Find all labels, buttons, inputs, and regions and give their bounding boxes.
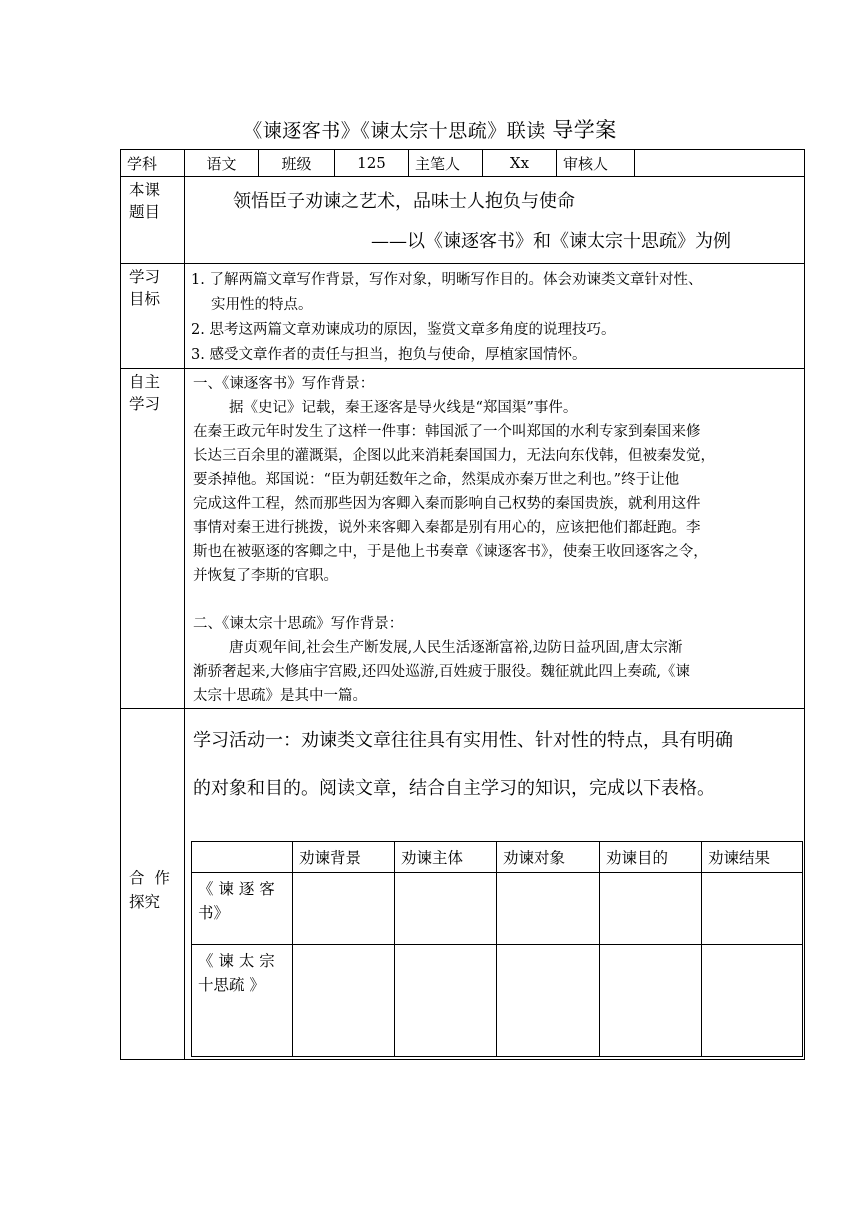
answer-cell[interactable] [702,945,803,1057]
sec1-line: 要杀掉他。郑国说：“臣为朝廷数年之命，然渠成亦秦万世之利也。”终于让他 [193,472,680,488]
answer-cell[interactable] [600,945,702,1057]
sec1-line: 在秦王政元年时发生了这样一件事：韩国派了一个叫郑国的水利专家到秦国来修 [193,424,701,440]
header-cell-empty [192,842,293,873]
sec1-line: 并恢复了李斯的官职。 [193,568,338,584]
self-study-content [185,369,805,709]
page-title [0,114,860,144]
reviewer-label: 审核人 [557,150,635,177]
sec2-line: 太宗十思疏》是其中一篇。 [193,688,367,704]
topic-line-2: ——以《谏逐客书》和《谏太宗十思疏》为例 [371,231,731,252]
title-main: 《谏逐客书》《谏太宗十思疏》联读 [243,120,546,142]
goal-2: 2. 思考这两篇文章劝谏成功的原因，鉴赏文章多角度的说理技巧。 [191,322,616,338]
class-label: 班级 [259,150,335,177]
sec1-line: 完成这件工程，然而那些因为客卿入秦而影响自己权势的秦国贵族，就利用这件 [193,496,701,512]
coop-row [121,709,805,1060]
header-cell: 劝谏结果 [702,842,803,873]
row-2-label-a: 《 谏 太 宗 [198,952,275,970]
sec1-title: 一、《谏逐客书》写作背景： [193,376,375,392]
topic-row [121,177,805,264]
subject-value: 语文 [185,150,259,177]
row-1-label-a: 《 谏 逐 客 [198,880,275,898]
answer-cell[interactable] [293,945,395,1057]
class-value: 125 [335,150,409,177]
topic-label-cell [121,177,185,264]
goal-1-cont: 实用性的特点。 [211,297,313,313]
sec2-title: 二、《谏太宗十思疏》写作背景： [193,616,404,632]
goals-label-cell [121,264,185,369]
coop-label-cell [121,709,185,1060]
self-study-row [121,369,805,709]
goals-row [121,264,805,369]
row-label-cell [192,873,293,945]
activity-line-2: 的对象和目的。阅读文章，结合自主学习的知识，完成以下表格。 [193,778,715,799]
sec1-line: 事情对秦王进行挑拨，说外来客卿入秦都是别有用心的，应该把他们都赶跑。李 [193,520,701,536]
activity-table-header [192,842,803,873]
row-2-label-b: 十思疏 》 [198,976,265,994]
topic-content [185,177,805,264]
sec2-line: 渐骄奢起来,大修庙宇宫殿,还四处巡游,百姓疲于服役。魏征就此四上奏疏,《谏 [193,664,690,680]
answer-cell[interactable] [497,873,600,945]
sec1-line: 斯也在被驱逐的客卿之中，于是他上书奏章《谏逐客书》，使秦王收回逐客之令， [193,544,708,560]
coop-content [185,709,805,1060]
reviewer-value [635,150,805,177]
header-row [121,150,805,177]
header-cell: 劝谏对象 [497,842,600,873]
answer-cell[interactable] [395,945,497,1057]
self-study-label-cell [121,369,185,709]
activity-table [191,841,803,1057]
author-value: Xx [483,150,557,177]
row-label-cell [192,945,293,1057]
coop-label-1: 合 作 [129,869,170,887]
activity-row-1 [192,873,803,945]
header-cell: 劝谏主体 [395,842,497,873]
answer-cell[interactable] [702,873,803,945]
sec1-line: 长达三百余里的灌溉渠，企图以此来消耗秦国国力，无法向东伐韩，但被秦发觉， [193,448,715,464]
activity-line-1: 学习活动一：劝谏类文章往往具有实用性、针对性的特点，具有明确 [193,730,733,751]
guide-table [120,149,805,1060]
activity-row-2 [192,945,803,1057]
answer-cell[interactable] [497,945,600,1057]
topic-line-1: 领悟臣子劝谏之艺术，品味士人抱负与使命 [233,191,575,212]
row-1-label-b: 书》 [198,904,230,922]
author-label: 主笔人 [409,150,483,177]
activity-text [185,709,804,813]
sec2-line: 唐贞观年间,社会生产断发展,人民生活逐渐富裕,边防日益巩固,唐太宗渐 [229,640,683,656]
answer-cell[interactable] [395,873,497,945]
sec1-lead: 据《史记》记载，秦王逐客是导火线是“郑国渠”事件。 [229,400,578,416]
title-suffix: 导学案 [552,118,617,142]
topic-label: 本课题目 [129,181,161,221]
goal-1: 1. 了解两篇文章写作背景，写作对象，明晰写作目的。体会劝谏类文章针对性、 [191,272,703,288]
answer-cell[interactable] [600,873,702,945]
header-cell: 劝谏背景 [293,842,395,873]
answer-cell[interactable] [293,873,395,945]
header-cell: 劝谏目的 [600,842,702,873]
coop-label-2: 探究 [129,893,161,911]
goals-label: 学习目标 [129,268,161,308]
goal-3: 3. 感受文章作者的责任与担当，抱负与使命，厚植家国情怀。 [191,347,587,363]
self-study-label: 自主学习 [129,373,161,413]
subject-label: 学科 [121,150,185,177]
goals-content [185,264,805,369]
